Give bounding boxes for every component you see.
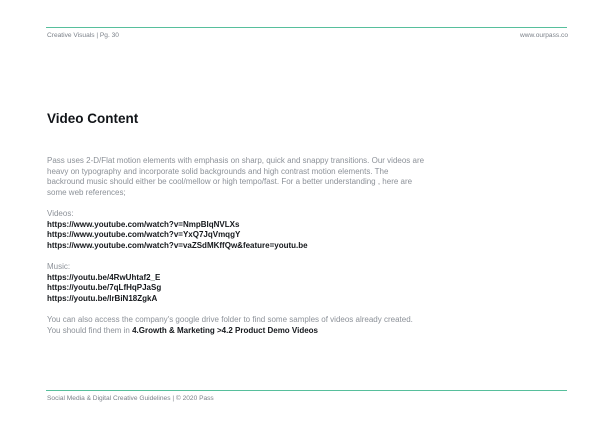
drive-folder-path: 4.Growth & Marketing >4.2 Product Demo Videos	[132, 325, 319, 335]
drive-note-prefix: You should find them in	[47, 325, 133, 335]
section-body	[47, 156, 467, 336]
footer-rule	[46, 390, 567, 391]
drive-note-line-2	[47, 326, 467, 337]
videos-label: Videos:	[47, 208, 74, 218]
intro-line: heavy on typography and incorporate solid backgrounds and high contrast motion elements. The	[47, 166, 389, 176]
footer-text: Social Media & Digital Creative Guidelines | © 2020 Pass	[47, 395, 214, 402]
music-link[interactable]: https://youtu.be/lrBiN18ZgkA	[47, 293, 158, 303]
intro-line: some web references;	[47, 187, 126, 197]
video-link[interactable]: https://www.youtube.com/watch?v=vaZSdMKffQw&feature=youtu.be	[47, 240, 308, 250]
section-title: Video Content	[47, 111, 139, 126]
music-label: Music:	[47, 261, 71, 271]
header-rule	[46, 27, 567, 28]
music-link[interactable]: https://youtu.be/7qLfHqPJaSg	[47, 283, 162, 293]
header-page-label: Creative Visuals | Pg. 30	[47, 32, 119, 39]
drive-note-line: You can also access the company's google drive folder to find some samples of videos already created.	[47, 314, 413, 324]
music-link[interactable]: https://youtu.be/4RwUhtaf2_E	[47, 272, 161, 282]
intro-line: Pass uses 2-D/Flat motion elements with emphasis on sharp, quick and snappy transitions. Our videos are	[47, 156, 425, 165]
intro-line: backround music should either be cool/mellow or high tempo/fast. For a better understanding , here are	[47, 177, 413, 187]
header-website: www.ourpass.co	[519, 32, 568, 39]
video-link[interactable]: https://www.youtube.com/watch?v=NmpBIqNVLXs	[47, 219, 240, 229]
video-link[interactable]: https://www.youtube.com/watch?v=YxQ7JqVmqgY	[47, 230, 241, 240]
